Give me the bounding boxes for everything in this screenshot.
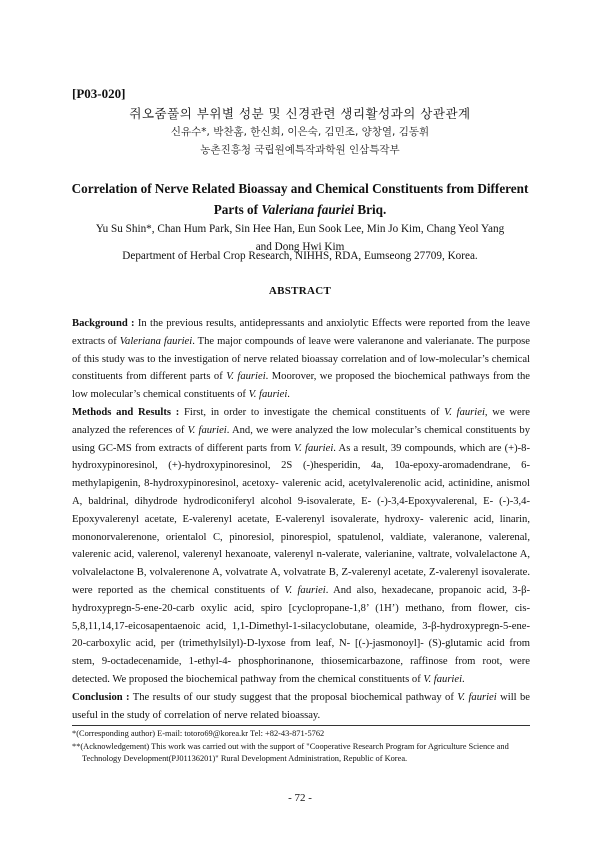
english-title-species: Valeriana fauriei (261, 202, 355, 217)
korean-affiliation: 농촌진흥청 국립원예특작과학원 인삼특작부 (200, 144, 400, 156)
korean-authors: 신유수*, 박찬홈, 한신희, 이은숙, 김민조, 양창열, 김동휘 (170, 126, 430, 138)
abstract-heading: ABSTRACT (268, 285, 332, 297)
footnotes (72, 728, 530, 766)
abstract-body (72, 315, 530, 724)
background-text: In the previous results, antidepressants and anxiolytic Effects were reported from the leave extracts of Valeriana fauriei. The major compounds of leave were valeranone and valerianate. The purpose of this study was to the investigation of nerve related bioassay correlation and of low-molecular’s chemical constituents from different parts of V. fauriei. Moorover, we proposed the biochemical pathways from the low molecular’s chemical constituents of V. fauriei. (72, 318, 531, 401)
footnote-divider (72, 725, 530, 726)
footnote-acknowledgement: **(Acknowledgement) This work was carried out with the support of "Cooperative Research Program for Agriculture Science and Technology Development(PJ01136201)" Rural Development Administration, Republic of Korea. (72, 741, 509, 763)
background-paragraph (72, 315, 530, 404)
conclusion-paragraph (72, 689, 530, 725)
methods-text: First, in order to investigate the chemical constituents of V. fauriei, we were analyzed the references of V. fauriei. And, we were analyzed the low molecular’s chemical constituents by using GC-MS from extracts of different parts from V. fauriei. As a result, 39 compounds, which are (+)-8-hydroxypinoresinol, (+)-hydroxypinoresinol, 2S (-)hesperidin, 4a, 10a-epoxy-aromadendrane, 6-methylapigenin, 8-hydroxypinoresinol, acetoxy- valerenic acid, acetylvalerenolic acid, actinidine, anismol A, baldrinal, dihydrode hydrodiconiferyl alcohol 9-isovalerate, E- (-)-3,4-Epoxyvalerenal, E- (-)-3,4-Epoxyvalerenyl acetate, E-valerenyl acetate, E-valerenyl isovalerate, hydroxy- valerenic acid, linarin, mononorvalerenone, orientalol C, pinoresiol, pinorespiol, spatulenol, valdiate, valeranone, valerenal, valerenic acid, valerenol, valerenyl hexanoate, valerenyl n-valerate, valerianine, valtrate, volvalelactone A, volvalelactone B, volvalerenone A, volvatrate A, volvatrate B, Z-valerenyl acetate, Z-valerenyl isovalerate. were reported as the chemical constituents of V. fauriei. And also, hexadecane, propanoic acid, 3-β-hydroxypregn-5-ene-20-carb oxylic acid, spiro [cyclopropane-1,8’ (1H’) methano, from flower, cis-5,8,11,14,17-eicosapentaenoic acid, 1,1-Dimethyl-1-silacyclobutane, oleamide, 3-β-hydroxypregn-5-ene-20-carboxylic acid, per (trimethylsilyl)-D-lyxose from leaf, N- [(-)-jasmonoyl]- (S)-glutamic acid from stem, 9-octadecenamide, 1-ethyl-4- phosphorinanone, thiosemicarbazone, raffinose from root, were detected. We proposed the biochemical pathway from the chemical constituents of V. fauriei. (72, 406, 530, 685)
english-authors-line2: and Dong Hwi Kim (255, 241, 345, 253)
english-title (68, 178, 532, 220)
footnote-corresponding: *(Corresponding author) E-mail: totoro69@korea.kr Tel: +82-43-871-5762 (72, 729, 325, 738)
methods-label: Methods and Results : (72, 406, 180, 418)
page-number: - 72 - (288, 792, 312, 804)
english-title-line2-post: Briq. (354, 202, 387, 217)
english-affiliation: Department of Herbal Crop Research, NIHHS, RDA, Eumseong 27709, Korea. (122, 250, 478, 262)
conclusion-label: Conclusion : (72, 691, 130, 703)
background-label: Background : (72, 318, 135, 329)
english-title-line1: Correlation of Nerve Related Bioassay and Chemical Constituents from Different (71, 181, 529, 196)
korean-title: 쥐오줌풀의 부위별 성분 및 신경관련 생리활성과의 상관관계 (129, 106, 471, 121)
conclusion-text: The results of our study suggest that the proposal biochemical pathway of V. fauriei will be useful in the study of correlation of nerve related bioassay. (72, 691, 531, 721)
english-title-line2-pre: Parts of (213, 202, 262, 217)
abstract-code: [P03-020] (72, 86, 126, 101)
methods-paragraph (72, 404, 530, 689)
english-authors-line1: Yu Su Shin*, Chan Hum Park, Sin Hee Han, Eun Sook Lee, Min Jo Kim, Chang Yeol Yang (95, 223, 505, 235)
